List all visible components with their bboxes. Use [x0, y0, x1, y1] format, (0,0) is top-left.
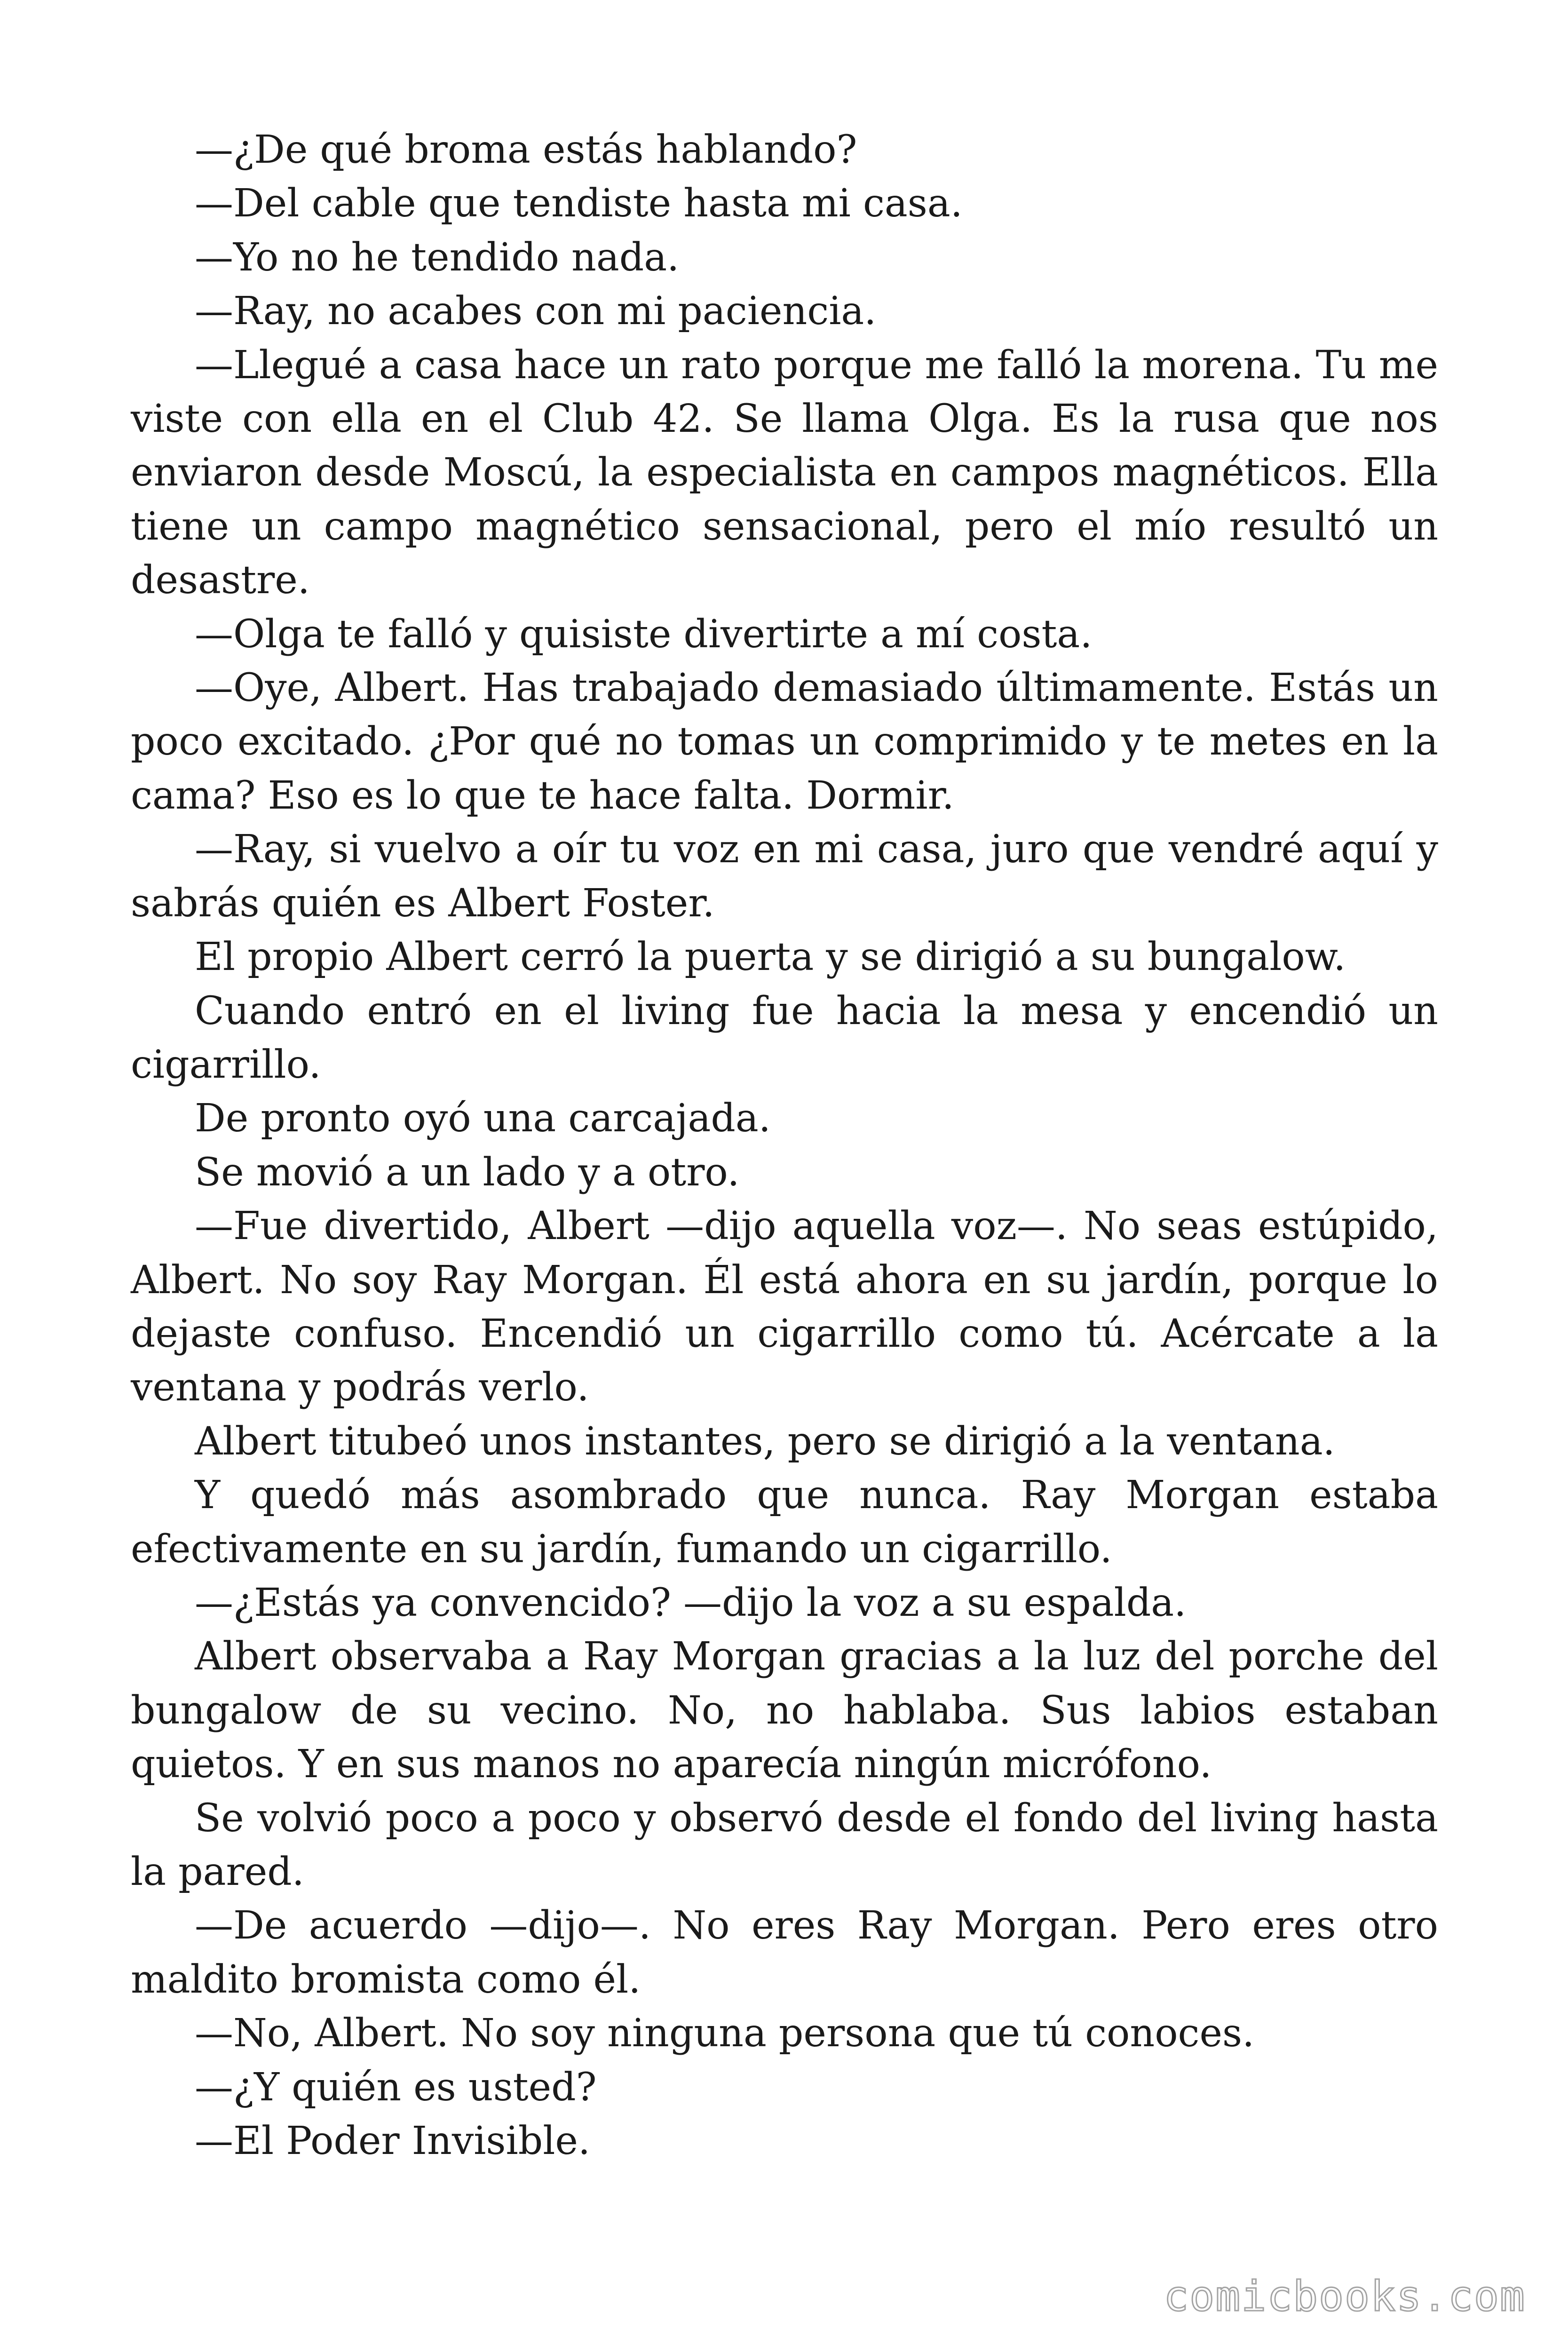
paragraph-16: —¿Estás ya convencido? —dijo la voz a su espalda. — [195, 1580, 1187, 1625]
paragraph-3: —Yo no he tendido nada. — [195, 235, 680, 280]
paragraph-17: Albert observaba a Ray Morgan gracias a la luz del porche del bungalow de su vecino. No, no hablaba. Sus labios estaban quietos. Y en sus manos no aparecía ningún micrófono. — [131, 1634, 1438, 1787]
watermark: comicbooks.com — [1164, 2272, 1526, 2320]
paragraph-18: Se volvió poco a poco y observó desde el fondo del living hasta la pared. — [131, 1796, 1438, 1894]
body-text — [131, 123, 1438, 2168]
paragraph-8: —Ray, si vuelvo a oír tu voz en mi casa, juro que vendré aquí y sabrás quién es Albert Foster. — [131, 827, 1438, 926]
paragraph-20: —No, Albert. No soy ninguna persona que tú conoces. — [195, 2011, 1255, 2056]
paragraph-1: —¿De qué broma estás hablando? — [195, 127, 857, 172]
paragraph-7: —Oye, Albert. Has trabajado demasiado últimamente. Estás un poco excitado. ¿Por qué no tomas un comprimido y te metes en la cama? Eso es lo que te hace falta. Dormir. — [131, 666, 1438, 818]
paragraph-10: Cuando entró en el living fue hacia la mesa y encendió un cigarrillo. — [131, 988, 1438, 1087]
paragraph-21: —¿Y quién es usted? — [195, 2065, 597, 2110]
paragraph-5: —Llegué a casa hace un rato porque me falló la morena. Tu me viste con ella en el Club 42. Se llama Olga. Es la rusa que nos enviaron desde Moscú, la especialista en campos magnéticos. Ella tiene un campo magnético sensacional, pero el mío resultó un desastre. — [131, 342, 1438, 603]
paragraph-2: —Del cable que tendiste hasta mi casa. — [195, 181, 963, 226]
paragraph-4: —Ray, no acabes con mi paciencia. — [195, 289, 877, 334]
paragraph-6: —Olga te falló y quisiste divertirte a mí costa. — [195, 612, 1093, 657]
paragraph-13: —Fue divertido, Albert —dijo aquella voz—. No seas estúpido, Albert. No soy Ray Morgan. Él está ahora en su jardín, porque lo dejaste confuso. Encendió un cigarrillo como tú. Acércate a la ventana y podrás verlo. — [131, 1204, 1438, 1410]
paragraph-11: De pronto oyó una carcajada. — [195, 1096, 771, 1141]
paragraph-22: —El Poder Invisible. — [195, 2119, 591, 2164]
paragraph-15: Y quedó más asombrado que nunca. Ray Morgan estaba efectivamente en su jardín, fumando un cigarrillo. — [131, 1473, 1438, 1572]
paragraph-9: El propio Albert cerró la puerta y se dirigió a su bungalow. — [195, 935, 1346, 980]
paragraph-19: —De acuerdo —dijo—. No eres Ray Morgan. Pero eres otro maldito bromista como él. — [131, 1903, 1438, 2002]
paragraph-14: Albert titubeó unos instantes, pero se dirigió a la ventana. — [195, 1419, 1335, 1464]
paragraph-12: Se movió a un lado y a otro. — [195, 1150, 740, 1195]
